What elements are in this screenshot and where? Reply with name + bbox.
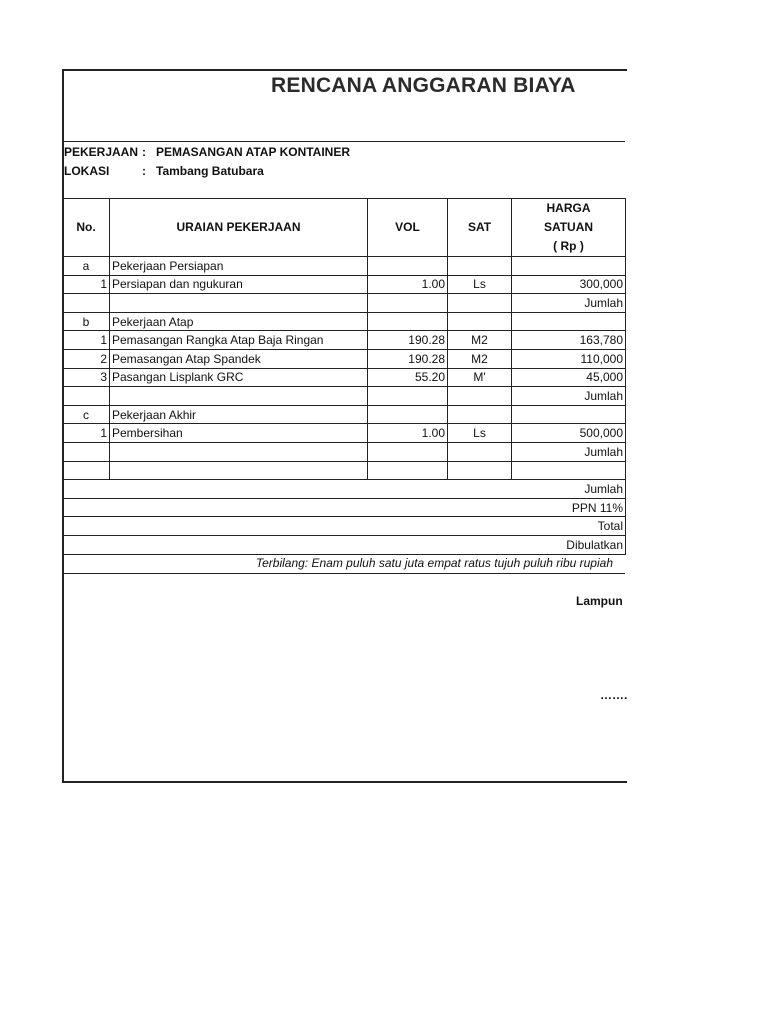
table-row bbox=[63, 349, 626, 368]
item-uraian: Persiapan dan ngukuran bbox=[110, 275, 368, 294]
section-code: a bbox=[63, 257, 110, 276]
header-harga-line1: HARGA bbox=[546, 201, 591, 215]
summary-ppn: PPN 11% bbox=[63, 498, 626, 517]
lokasi-value: Tambang Batubara bbox=[156, 164, 264, 178]
item-sat: M' bbox=[448, 368, 512, 387]
summary-dibulatkan-row bbox=[63, 535, 626, 554]
subtotal-label: Jumlah bbox=[512, 387, 626, 406]
signature-dots: ……. bbox=[600, 688, 628, 702]
pekerjaan-separator: : bbox=[142, 145, 146, 159]
section-row bbox=[63, 405, 626, 424]
terbilang-text: Terbilang: Enam puluh satu juta empat ratus tujuh puluh ribu rupiah bbox=[255, 556, 613, 570]
subtotal-label: Jumlah bbox=[512, 294, 626, 313]
rab-table bbox=[62, 198, 626, 555]
item-vol: 190.28 bbox=[368, 349, 448, 368]
item-uraian: Pemasangan Rangka Atap Baja Ringan bbox=[110, 331, 368, 350]
table-row bbox=[63, 368, 626, 387]
page-title: RENCANA ANGGARAN BIAYA bbox=[271, 74, 576, 97]
subtotal-label: Jumlah bbox=[512, 442, 626, 461]
item-sat: M2 bbox=[448, 349, 512, 368]
section-code: b bbox=[63, 312, 110, 331]
pekerjaan-line bbox=[64, 145, 350, 159]
table-header-row bbox=[63, 199, 626, 257]
summary-dibulatkan: Dibulatkan bbox=[63, 535, 626, 554]
lokasi-separator: : bbox=[142, 164, 146, 178]
item-uraian: Pembersihan bbox=[110, 424, 368, 443]
table-row bbox=[63, 275, 626, 294]
item-harga: 110,000 bbox=[512, 349, 626, 368]
divider bbox=[62, 141, 625, 142]
item-sat: M2 bbox=[448, 331, 512, 350]
pekerjaan-label: PEKERJAAN bbox=[64, 145, 139, 159]
summary-total-row bbox=[63, 517, 626, 536]
header-harga-line3: ( Rp ) bbox=[553, 239, 584, 253]
header-no: No. bbox=[63, 199, 110, 257]
item-no: 3 bbox=[63, 368, 110, 387]
section-name: Pekerjaan Akhir bbox=[110, 405, 368, 424]
table-row bbox=[63, 331, 626, 350]
summary-total: Total bbox=[63, 517, 626, 536]
signature-place: Lampun bbox=[576, 594, 623, 608]
summary-jumlah: Jumlah bbox=[63, 480, 626, 499]
item-uraian: Pemasangan Atap Spandek bbox=[110, 349, 368, 368]
lokasi-label: LOKASI bbox=[64, 164, 110, 178]
header-uraian: URAIAN PEKERJAAN bbox=[110, 199, 368, 257]
item-no: 2 bbox=[63, 349, 110, 368]
table-row bbox=[63, 424, 626, 443]
item-uraian: Pasangan Lisplank GRC bbox=[110, 368, 368, 387]
section-row bbox=[63, 257, 626, 276]
summary-jumlah-row bbox=[63, 480, 626, 499]
subtotal-row bbox=[63, 442, 626, 461]
section-name: Pekerjaan Atap bbox=[110, 312, 368, 331]
subtotal-row bbox=[63, 387, 626, 406]
item-sat: Ls bbox=[448, 275, 512, 294]
item-sat: Ls bbox=[448, 424, 512, 443]
item-vol: 1.00 bbox=[368, 424, 448, 443]
section-code: c bbox=[63, 405, 110, 424]
header-vol: VOL bbox=[368, 199, 448, 257]
item-no: 1 bbox=[63, 275, 110, 294]
header-harga-line2: SATUAN bbox=[543, 220, 594, 234]
header-harga bbox=[512, 199, 626, 257]
item-harga: 163,780 bbox=[512, 331, 626, 350]
item-harga: 45,000 bbox=[512, 368, 626, 387]
item-vol: 55.20 bbox=[368, 368, 448, 387]
pekerjaan-value: PEMASANGAN ATAP KONTAINER bbox=[156, 145, 351, 159]
header-sat: SAT bbox=[448, 199, 512, 257]
divider bbox=[62, 573, 625, 574]
item-no: 1 bbox=[63, 331, 110, 350]
empty-row bbox=[63, 461, 626, 480]
item-vol: 190.28 bbox=[368, 331, 448, 350]
item-harga: 300,000 bbox=[512, 275, 626, 294]
section-name: Pekerjaan Persiapan bbox=[110, 257, 368, 276]
section-row bbox=[63, 312, 626, 331]
item-harga: 500,000 bbox=[512, 424, 626, 443]
item-vol: 1.00 bbox=[368, 275, 448, 294]
lokasi-line bbox=[64, 164, 264, 178]
summary-ppn-row bbox=[63, 498, 626, 517]
subtotal-row bbox=[63, 294, 626, 313]
item-no: 1 bbox=[63, 424, 110, 443]
